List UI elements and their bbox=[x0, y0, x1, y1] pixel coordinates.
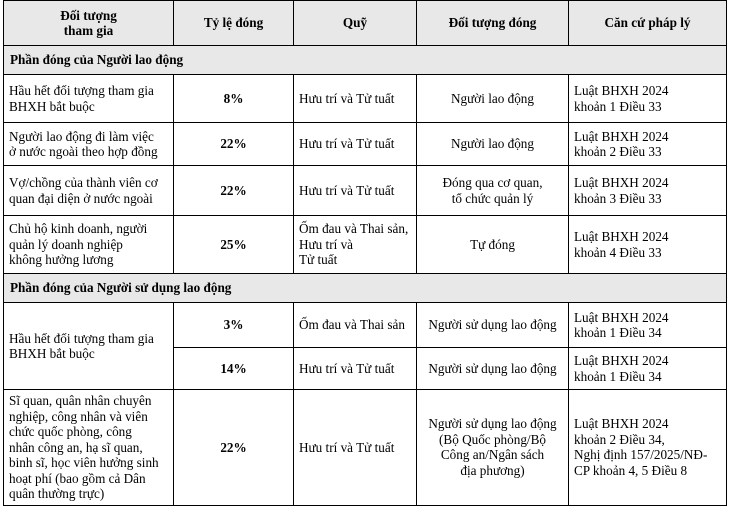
table-row bbox=[4, 166, 727, 216]
section-row bbox=[4, 274, 727, 303]
rate-cell: 22% bbox=[174, 166, 294, 216]
payer-cell: Người sử dụng lao động bbox=[417, 348, 569, 390]
header-payer: Đối tượng đóng bbox=[417, 1, 569, 46]
rate-cell: 8% bbox=[174, 75, 294, 123]
rate-cell: 22% bbox=[174, 123, 294, 166]
rate-cell: 25% bbox=[174, 216, 294, 274]
table-row bbox=[4, 390, 727, 506]
table-row bbox=[4, 75, 727, 123]
payer-cell: Người lao động bbox=[417, 123, 569, 166]
bhxh-contribution-table bbox=[3, 0, 727, 506]
fund-cell: Hưu trí và Tử tuất bbox=[294, 390, 417, 506]
fund-cell: Ốm đau và Thai sản, Hưu trí và Tử tuất bbox=[294, 216, 417, 274]
legal-cell: Luật BHXH 2024 khoản 2 Điều 33 bbox=[569, 123, 727, 166]
fund-cell: Hưu trí và Tử tuất bbox=[294, 348, 417, 390]
participant-cell: Chủ hộ kinh doanh, người quản lý doanh nghiệp không hưởng lương bbox=[4, 216, 174, 274]
header-rate: Tỷ lệ đóng bbox=[174, 1, 294, 46]
legal-cell: Luật BHXH 2024 khoản 2 Điều 34, Nghị định 157/2025/NĐ- CP khoản 4, 5 Điều 8 bbox=[569, 390, 727, 506]
fund-cell: Hưu trí và Tử tuất bbox=[294, 166, 417, 216]
header-fund: Quỹ bbox=[294, 1, 417, 46]
legal-cell: Luật BHXH 2024 khoản 4 Điều 33 bbox=[569, 216, 727, 274]
participant-cell: Vợ/chồng của thành viên cơ quan đại diện ở nước ngoài bbox=[4, 166, 174, 216]
section-row bbox=[4, 46, 727, 75]
section-employee: Phần đóng của Người lao động bbox=[4, 46, 727, 75]
header-legal-basis: Căn cứ pháp lý bbox=[569, 1, 727, 46]
payer-cell: Tự đóng bbox=[417, 216, 569, 274]
header-participant: Đối tượng tham gia bbox=[4, 1, 174, 46]
rate-cell: 3% bbox=[174, 303, 294, 348]
legal-cell: Luật BHXH 2024 khoản 1 Điều 34 bbox=[569, 348, 727, 390]
legal-cell: Luật BHXH 2024 khoản 1 Điều 33 bbox=[569, 75, 727, 123]
table-row bbox=[4, 123, 727, 166]
section-employer: Phần đóng của Người sử dụng lao động bbox=[4, 274, 727, 303]
header-row bbox=[4, 1, 727, 46]
rate-cell: 22% bbox=[174, 390, 294, 506]
participant-cell: Hầu hết đối tượng tham gia BHXH bắt buộc bbox=[4, 303, 174, 390]
payer-cell: Người sử dụng lao động (Bộ Quốc phòng/Bộ Công an/Ngân sách địa phương) bbox=[417, 390, 569, 506]
table-row bbox=[4, 216, 727, 274]
payer-cell: Người sử dụng lao động bbox=[417, 303, 569, 348]
participant-cell: Sĩ quan, quân nhân chuyên nghiệp, công nhân và viên chức quốc phòng, công nhân công an, hạ sĩ quan, binh sĩ, học viên hưởng sinh hoạt phí (bao gồm cả Dân quân thường trực) bbox=[4, 390, 174, 506]
rate-cell: 14% bbox=[174, 348, 294, 390]
participant-cell: Hầu hết đối tượng tham gia BHXH bắt buộc bbox=[4, 75, 174, 123]
legal-cell: Luật BHXH 2024 khoản 1 Điều 34 bbox=[569, 303, 727, 348]
fund-cell: Ốm đau và Thai sản bbox=[294, 303, 417, 348]
payer-cell: Đóng qua cơ quan, tổ chức quản lý bbox=[417, 166, 569, 216]
payer-cell: Người lao động bbox=[417, 75, 569, 123]
fund-cell: Hưu trí và Tử tuất bbox=[294, 75, 417, 123]
table-row bbox=[4, 303, 727, 348]
participant-cell: Người lao động đi làm việc ở nước ngoài theo hợp đồng bbox=[4, 123, 174, 166]
fund-cell: Hưu trí và Tử tuất bbox=[294, 123, 417, 166]
legal-cell: Luật BHXH 2024 khoản 3 Điều 33 bbox=[569, 166, 727, 216]
